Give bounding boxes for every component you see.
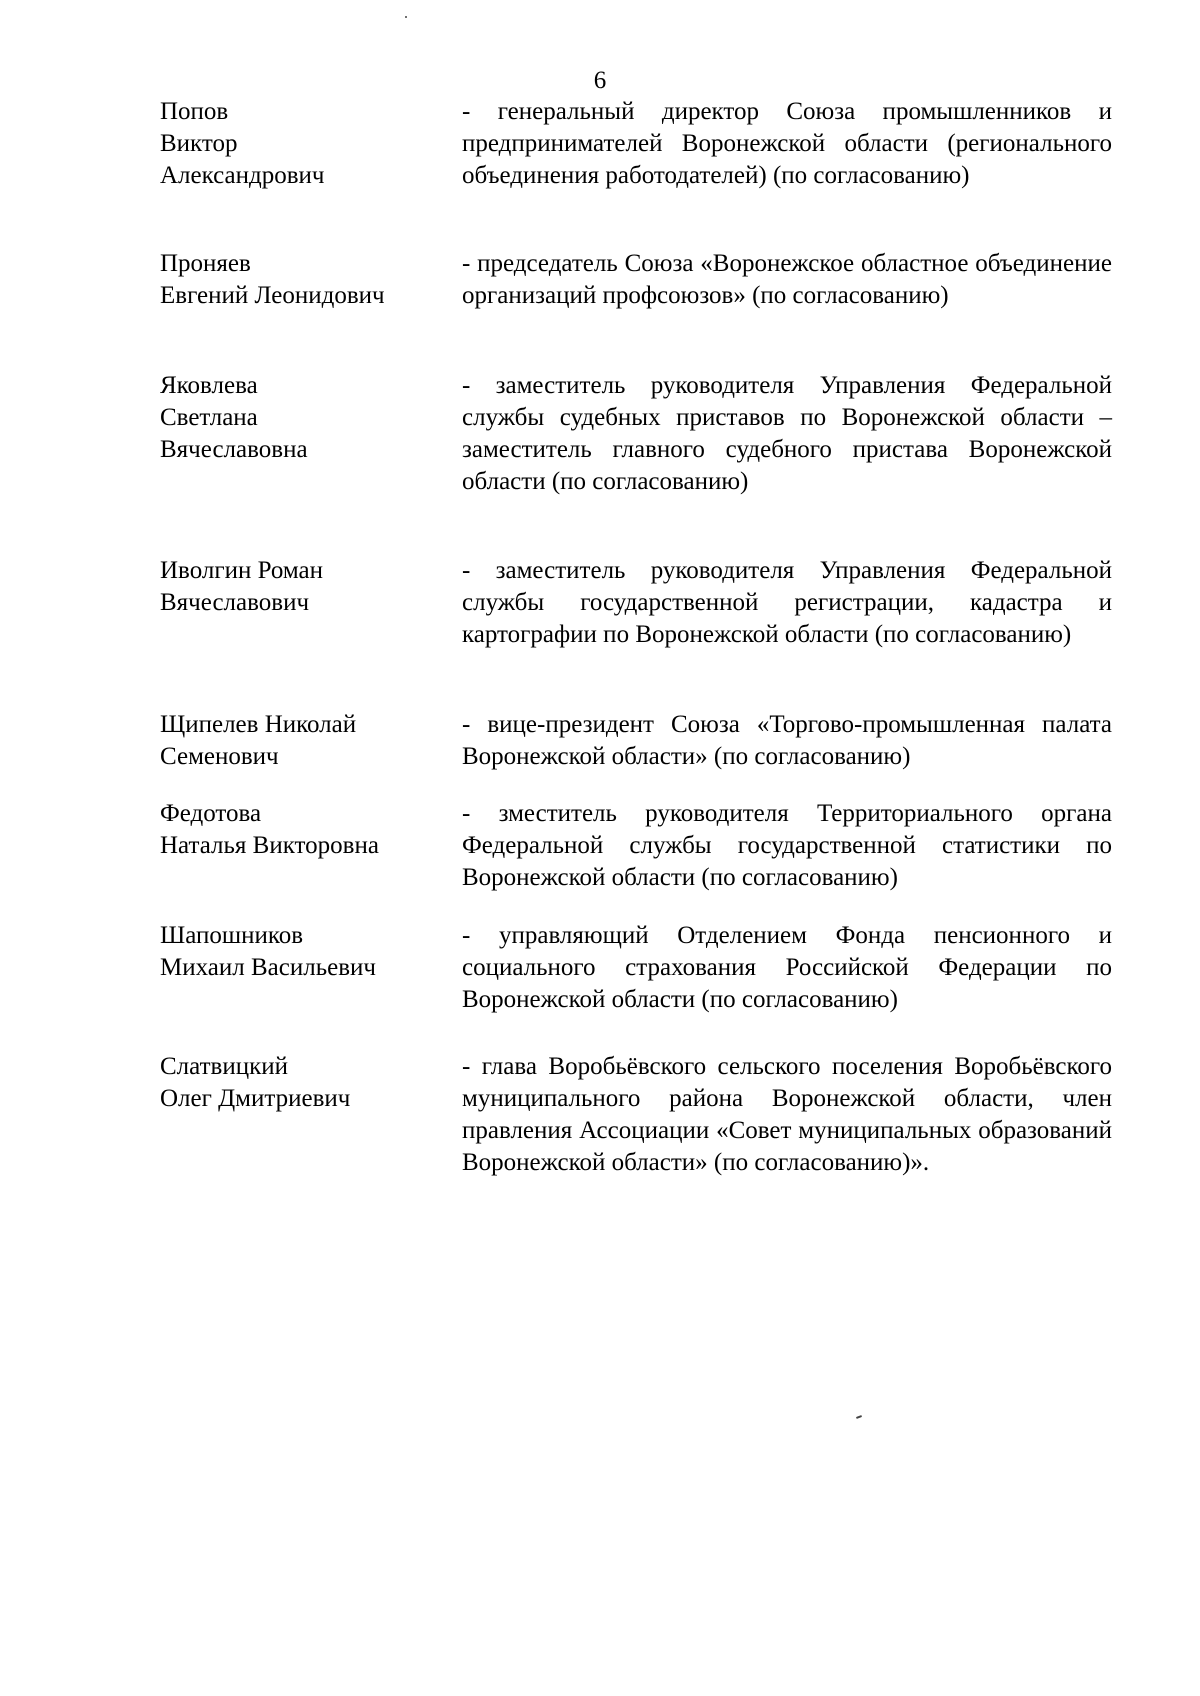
member-name-line: Вячеславовна xyxy=(160,436,308,463)
member-name-line: Слатвицкий xyxy=(160,1053,288,1080)
member-name-line: Александрович xyxy=(160,162,325,189)
member-position: - генеральный директор Союза промышленников и предпринимателей Воронежской области (регионального объединения работодателей) (по согласованию) xyxy=(462,98,1112,189)
member-position: - председатель Союза «Воронежское областное объединение организаций профсоюзов» (по согласованию) xyxy=(462,250,1112,309)
member-name xyxy=(160,370,450,466)
member-name xyxy=(160,798,450,862)
member-position: - заместитель руководителя Управления Федеральной службы судебных приставов по Воронежской области – заместитель главного судебного пристава Воронежской области (по согласованию) xyxy=(462,372,1112,495)
member-name-line: Олег Дмитриевич xyxy=(160,1085,351,1112)
scan-speck xyxy=(405,16,407,18)
member-name xyxy=(160,96,450,192)
page-number: 6 xyxy=(593,67,607,94)
member-position: - заместитель руководителя Управления Федеральной службы государственной регистрации, кадастра и картографии по Воронежской области (по согласованию) xyxy=(462,557,1112,648)
member-name-line: Федотова xyxy=(160,800,262,827)
member-name-line: Светлана xyxy=(160,404,258,431)
member-name-line: Вячеславович xyxy=(160,589,310,616)
member-position: - вице-президент Союза «Торгово-промышленная палата Воронежской области» (по согласованию) xyxy=(462,711,1112,770)
member-name-line: Шапошников xyxy=(160,922,304,949)
member-position: - зместитель руководителя Территориального органа Федеральной службы государственной статистики по Воронежской области (по согласованию) xyxy=(462,800,1112,891)
member-name xyxy=(160,1051,450,1115)
member-position: - глава Воробьёвского сельского поселения Воробьёвского муниципального района Воронежской области, член правления Ассоциации «Совет муниципальных образований Воронежской области» (по согласованию)». xyxy=(462,1053,1112,1176)
member-name-line: Щипелев Николай xyxy=(160,711,357,738)
member-name-line: Яковлева xyxy=(160,372,258,399)
member-name-line: Попов xyxy=(160,98,229,125)
member-name-line: Иволгин Роман xyxy=(160,557,324,584)
member-name xyxy=(160,920,450,984)
member-name-line: Виктор xyxy=(160,130,238,157)
member-name xyxy=(160,709,450,773)
scan-speck xyxy=(856,1415,862,1419)
member-position: - управляющий Отделением Фонда пенсионного и социального страхования Российской Федерации по Воронежской области (по согласованию) xyxy=(462,922,1112,1013)
member-name-line: Евгений Леонидович xyxy=(160,282,385,309)
member-name-line: Наталья Викторовна xyxy=(160,832,379,859)
member-name-line: Семенович xyxy=(160,743,279,770)
member-name xyxy=(160,248,450,312)
member-name-line: Михаил Васильевич xyxy=(160,954,376,981)
member-name xyxy=(160,555,450,619)
member-name-line: Проняев xyxy=(160,250,251,277)
